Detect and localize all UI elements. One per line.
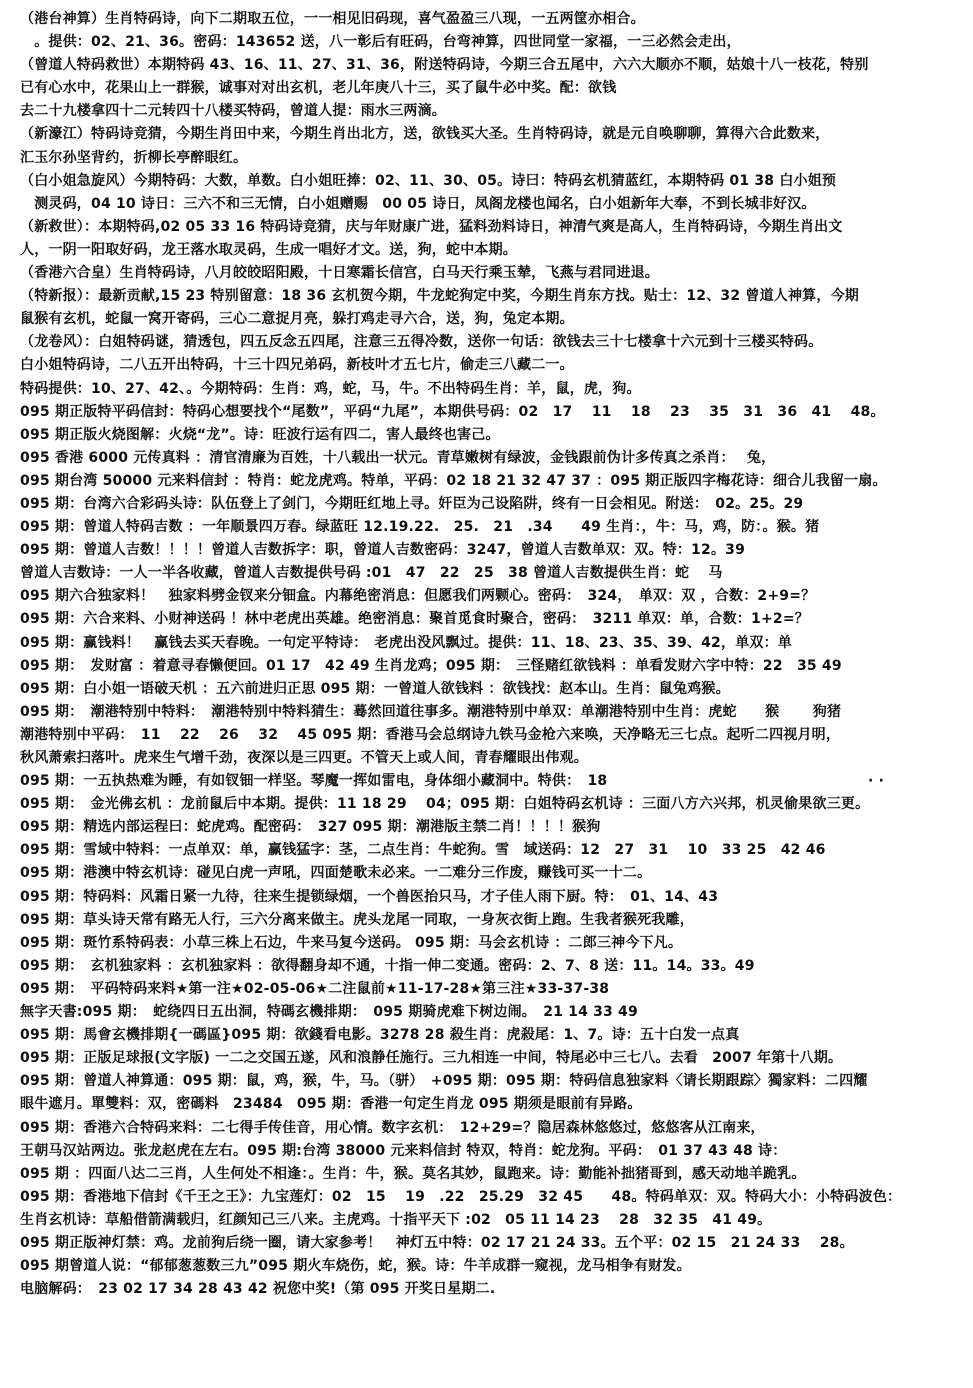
text-line: （曾道人特码救世）本期特码 43、16、11、27、31、36，附送特码诗，今期三合五尾中，六六大顺亦不顺，姑娘十八一枝花，特别 xyxy=(20,57,869,74)
text-line: 095 期：馬會玄機排期{一碼區}095 期：欲錢看电影。3278 28 殺生肖：虎殺尾：1、7。诗：五十白发一点真 xyxy=(20,1027,740,1044)
text-line: （特新报）：最新贡献,15 23 特别留意：18 36 玄机贺今期，牛龙蛇狗定中奖，今期生肖东方找。贴士：12、32 曾道人神算，今期 xyxy=(20,288,859,305)
text-line: （香港六合皇）生肖特码诗，八月皎皎昭阳殿，十日寒霜长信宫，白马天行乘玉辇，飞燕与君同进退。 xyxy=(20,265,659,282)
text-line: 095 香港 6000 元传真料 ：清官清廉为百姓，十八载出一状元。青草嫩树有绿波，金钱跟前伪计多传真之杀肖： 兔， xyxy=(20,449,776,466)
text-line: 095 期正版火烧图解：火烧“龙”。诗：旺波行运有四二，害人最终也害己。 xyxy=(20,426,500,443)
text-line: 095 期：曾道人特码吉数 ：一年顺景四万春。绿蓝旺 12.19.22. 25. 21 .34 49 生肖：，牛：马，鸡，防：。猴。猪 xyxy=(20,519,820,536)
text-line: 095 期：精选内部运程曰：蛇虎鸡。配密码： 327 095 期：潮港版主禁二肖！！！！猴狗 xyxy=(20,819,601,836)
text-line: （新救世）：本期特码,02 05 33 16 特码诗竞猜，庆与年财康广进，猛料劲料诗日，神清气爽是高人，生肖特码诗，今期生肖出文 xyxy=(20,218,843,235)
text-line: 095 期正版特平码信封：特码心想要找个“尾数”，平码“九尾”，本期供号码：02 17 11 18 23 35 31 36 41 48。 xyxy=(20,403,885,420)
text-line: 095 期：特码料：风霜日紧一九待，往来生提锁绿烟，一个兽医抬只马，才子佳人雨下厨。特： 01、14、43 xyxy=(20,888,719,905)
text-line: 095 期：白小姐一语破天机 ：五六前进归正思 095 期：一曾道人欲钱料 ：欲钱找：赵本山。生肖：鼠兔鸡猴。 xyxy=(20,680,730,697)
text-line: （新濠江）特码诗竞猜，今期生肖田中来，今期生肖出北方，送，欲钱买大圣。生肖特码诗，就是元自唤聊聊，算得六合此数来， xyxy=(20,126,830,143)
text-line: 095 期六合独家料！ 独家料劈金钗来分钿盒。内幕绝密消息：但愿我们两颗心。密码： 324， 单双：双 ，合数：2+9=？ xyxy=(20,588,816,605)
text-line: 095 期：斑竹系特码表：小草三株上石边，牛来马复今送码。 095 期：马会玄机诗 ：二郎三神今下凡。 xyxy=(20,934,683,951)
text-line: 汇玉尔孙坚背约，折柳长亭醉眼红。 xyxy=(20,149,248,166)
text-line: 095 期： 平码特码来料★第一注★02-05-06★二注鼠前★11-17-28★第三注★33-37-38 xyxy=(20,980,610,997)
text-line: 095 期：曾道人神算通：095 期：鼠，鸡，猴，牛，马。（骈） +095 期：095 期：特码信息独家料〈请长期跟踪〉獨家料：二四耀 xyxy=(20,1073,868,1090)
text-line: 白小姐特码诗，二八五开出特码，十三十四兄弟码，新枝叶才五七片，偷走三八藏二一。 xyxy=(20,357,574,374)
text-line: 095 期： 玄机独家料 ：玄机独家料 ：欲得翻身却不通，十指一伸二变通。密码：2、7、8 送：11。14。33。49 xyxy=(20,957,755,974)
text-line: 095 期：港澳中特玄机诗：碰见白虎一声吼，四面楚歌未必来。一二难分三作废，赚钱可买一十二。 xyxy=(20,865,652,882)
text-line: 095 期： 发财富 ：着意寻春懒便回。01 17 42 49 生肖龙鸡；095 期： 三怪赌红欲钱料 ：单看发财六字中特：22 35 49 xyxy=(20,657,842,674)
text-line: 曾道人吉数诗：一人一半各收藏，曾道人吉数提供号码 :01 47 22 25 38 曾道人吉数提供生肖：蛇 马 xyxy=(20,565,723,582)
text-line: 095 期：正版足球报(文字版) 一二之交国五遂，风和浪静任施行。三九相连一中间，特尾必中三七八。去看 2007 年第十八期。 xyxy=(20,1050,843,1067)
text-line: 095 期： 潮港特别中特料： 潮港特别中特料猜生：蓦然回道往事多。潮港特别中单双：单潮港特别中生肖：虎蛇 猴 狗猪 xyxy=(20,703,842,720)
text-line: 鼠猴有玄机，蛇鼠一窝开寄码，三心二意捉月亮，躲打鸡走寻六合，送，狗，兔定本期。 xyxy=(20,311,574,328)
text-line: 095 期台湾 50000 元来料信封 ：特肖：蛇龙虎鸡。特单，平码：02 18 21 32 47 37 ：095 期正版四字梅花诗：细合儿我留一扇。 xyxy=(20,472,887,489)
text-line: 去二十九楼拿四十二元转四十八楼买特码，曾道人提：雨水三两滴。 xyxy=(20,103,446,120)
text-line: 無字天書:095 期： 蛇绕四日五出洞，特碼玄機排期： 095 期骑虎难下树边闹。 21 14 33 49 xyxy=(20,1004,638,1021)
text-line: 已有心水中，花果山上一群猴，诚事对对出玄机，老儿年庚八十三，买了鼠牛必中奖。配：欲钱 xyxy=(20,80,617,97)
text-line: 人，一阴一阳取好码，龙王落水取灵码，生成一唱好才文。送，狗，蛇中本期。 xyxy=(20,241,517,258)
text-line: 。提供：02、21、36。密码：143652 送，八一彰后有旺码，台弯神算，四世同堂一家福，一三必然会走出， xyxy=(20,34,741,51)
text-line: 095 期正版神灯禁：鸡。龙前狗后绕一圈，请大家参考！ 神灯五中特：02 17 21 24 33。五个平：02 15 21 24 33 28。 xyxy=(20,1234,854,1251)
text-line: 测灵码，04 10 诗日：三六不和三无情，白小姐赠赐 00 05 诗日，凤阁龙楼也闻名，白小姐新年大奉，不到长城非好汉。 xyxy=(20,195,816,212)
text-line: 095 期： 金光佛玄机 ：龙前鼠后中本期。提供：11 18 29 04；095 期：白姐特码玄机诗 ：三面八方六兴邦，机灵偷果欲三更。 xyxy=(20,796,870,813)
text-line: （港台神算）生肖特码诗，向下二期取五位，一一相见旧码现，喜气盈盈三八现，一五两筐亦相合。 xyxy=(20,11,645,27)
text-line: 095 期曾道人说：“郁郁葱葱数三九”095 期火车烧伤，蛇，猴。诗：牛羊成群一窥视，龙马相争有财发。 xyxy=(20,1258,691,1275)
text-line: 095 期：六合来料、小财神送码 ！林中老虎出英雄。绝密消息：聚首觅食时聚合，密码： 3211 单双：单，合数：1+2=？ xyxy=(20,611,809,628)
text-line: 眼牛遮月。單雙料：双，密碼料 23484 095 期：香港一句定生肖龙 095 期须是眼前有异路。 xyxy=(20,1096,642,1113)
text-line: 秋风萧索扫落叶。虎来生气增千劲，夜深以是三四更。不管天上或人间，青春耀眼出伟观。 xyxy=(20,750,588,766)
text-line: 095 期：一五执热难为睡，有如钗钿一样坚。琴魔一挥如雷电，身体细小藏洞中。特供： 18 · · xyxy=(20,773,885,790)
document-body xyxy=(20,8,959,1301)
text-line: 095 期 ：四面八达二三肖，人生何处不相逢：。生肖：牛，猴。莫名其妙，鼠跑来。诗：勤能补拙猪哥到，感天动地羊跪乳。 xyxy=(20,1165,806,1182)
text-line: 095 期：赢钱料！ 赢钱去买天春晚。一句定平特诗： 老虎出没风飘过。提供：11、18、23、35、39、42，单双：单 xyxy=(20,634,792,651)
text-line: 095 期：曾道人吉数！！！！曾道人吉数拆字：职，曾道人吉数密码：3247，曾道人吉数单双：双。特：12。39 xyxy=(20,542,746,559)
text-line: （龙卷风）：白姐特码谜，猜透包，四五反念五四尾，注意三五得冷数，送你一句话：欲钱去三十七楼拿十六元到十三楼买特码。 xyxy=(20,334,823,351)
text-line: 095 期：台湾六合彩码头诗：队伍登上了剑门，今期旺红地上寻。奸臣为己设陷阱，终有一日会相见。附送： 02。25。29 xyxy=(20,495,804,512)
text-line: （白小姐急旋风）今期特码：大数，单数。白小姐旺捧：02、11、30、05。诗曰：特码玄机猜蓝红，本期特码 01 38 白小姐预 xyxy=(20,172,837,189)
text-line: 095 期：香港地下信封《千王之王》：九宝莲灯：02 15 19 .22 25.29 32 45 48。特码单双：双。特码大小：小特码波色： xyxy=(20,1188,902,1205)
text-line: 生肖玄机诗：草船借箭满载归，红颜知己三八来。主虎鸡。十指平天下 :02 05 11 14 23 28 32 35 41 49。 xyxy=(20,1211,772,1228)
text-line: 王朝马汉站两边。张龙赵虎在左右。095 期:台湾 38000 元来料信封 特双，特肖：蛇龙狗。平码： 01 37 43 48 诗： xyxy=(20,1142,787,1159)
text-line: 潮港特别中平码： 11 22 26 32 45 095 期：香港马会总纲诗九铁马金枪六来唤，天净略无三七点。起听二四视月明， xyxy=(20,726,841,743)
text-line: 特码提供：10、27、42、。今期特码：生肖：鸡，蛇，马，牛。不出特码生肖：羊，鼠，虎，狗。 xyxy=(20,380,641,397)
text-line: 095 期：雪域中特料：一点单双：单，赢钱猛字：茎，二点生肖：牛蛇狗。雪 域送码：12 27 31 10 33 25 42 46 xyxy=(20,842,826,859)
text-line: 电脑解码： 23 02 17 34 28 43 42 祝您中奖!（第 095 开奖日星期二. xyxy=(20,1281,496,1298)
text-line: 095 期：草头诗天常有路无人行，三六分离来做主。虎头龙尾一同取，一身灰衣街上跑。生我者猴死我雕， xyxy=(20,911,694,928)
text-line: 095 期：香港六合特码来料：二七得手传佳音，用心情。数字玄机： 12+29=？隐居森林悠悠过，悠悠客从江南来， xyxy=(20,1119,765,1136)
